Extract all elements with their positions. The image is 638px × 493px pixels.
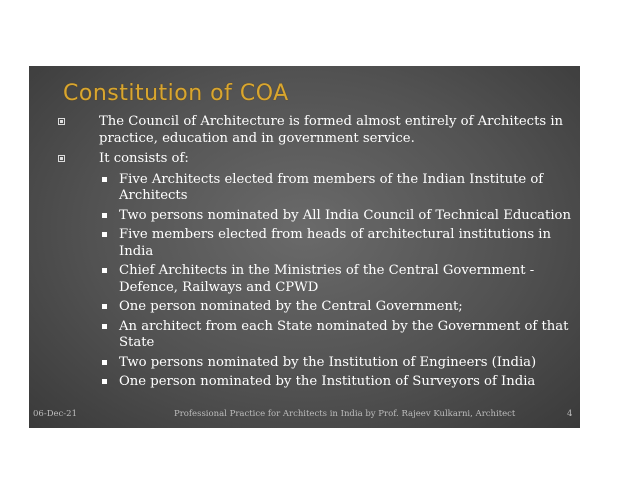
filled-square-bullet-icon bbox=[102, 177, 107, 182]
filled-square-bullet-icon bbox=[102, 268, 107, 273]
slide-content bbox=[49, 114, 574, 394]
square-bullet-icon bbox=[58, 155, 65, 162]
sub-bullet-item bbox=[49, 172, 574, 205]
sub-bullet-text: One person nominated by the Central Government; bbox=[119, 299, 463, 314]
sub-bullet-item bbox=[49, 355, 574, 372]
sub-bullet-text: Chief Architects in the Ministries of the Central Government - Defence, Railways and CPWD bbox=[119, 263, 535, 295]
bullet-text: The Council of Architecture is formed almost entirely of Architects in practice, education and in government service. bbox=[99, 114, 564, 146]
square-bullet-icon bbox=[58, 118, 65, 125]
sub-bullet-text: Two persons nominated by the Institution of Engineers (India) bbox=[119, 354, 537, 370]
filled-square-bullet-icon bbox=[102, 360, 107, 365]
slide-title: Constitution of COA bbox=[63, 81, 289, 106]
sub-bullet-item bbox=[49, 208, 574, 225]
filled-square-bullet-icon bbox=[102, 379, 107, 384]
filled-square-bullet-icon bbox=[102, 304, 107, 309]
filled-square-bullet-icon bbox=[102, 324, 107, 329]
sub-bullet-text: Five members elected from heads of architectural institutions in India bbox=[119, 227, 552, 259]
sub-bullet-item bbox=[49, 374, 574, 391]
footer-date: 06-Dec-21 bbox=[33, 409, 77, 419]
slide bbox=[29, 66, 580, 428]
sub-bullet-item bbox=[49, 299, 574, 316]
sub-bullet-text: One person nominated by the Institution of Surveyors of India bbox=[119, 374, 536, 389]
sub-bullet-text: Five Architects elected from members of the Indian Institute of Architects bbox=[119, 171, 544, 203]
slide-number: 4 bbox=[567, 409, 573, 419]
bullet-item bbox=[49, 151, 574, 168]
filled-square-bullet-icon bbox=[102, 213, 107, 218]
filled-square-bullet-icon bbox=[102, 232, 107, 237]
sub-bullet-text: An architect from each State nominated by the Government of that State bbox=[119, 318, 569, 350]
sub-bullet-text: Two persons nominated by All India Council of Technical Education bbox=[119, 207, 571, 223]
bullet-text: It consists of: bbox=[99, 151, 189, 166]
bullet-item bbox=[49, 114, 574, 147]
sub-bullet-item bbox=[49, 227, 574, 260]
sub-bullet-item bbox=[49, 319, 574, 352]
footer-credit: Professional Practice for Architects in India by Prof. Rajeev Kulkarni, Architect bbox=[174, 409, 516, 419]
sub-bullet-item bbox=[49, 263, 574, 296]
